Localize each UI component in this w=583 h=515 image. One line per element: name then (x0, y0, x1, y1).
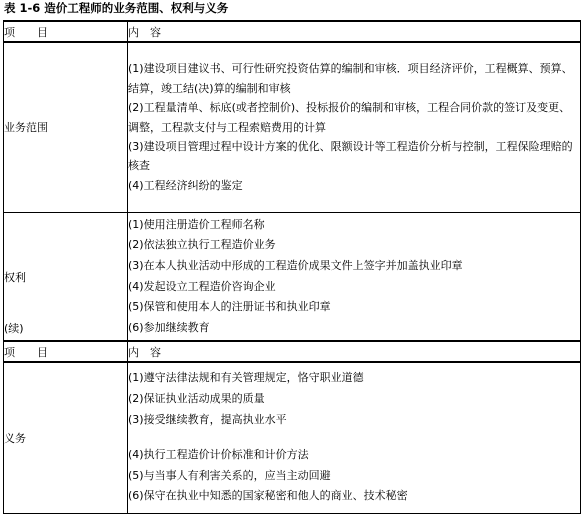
spacer (128, 430, 580, 445)
list-item: (4)执行工程造价计价标准和计价方法 (128, 448, 309, 462)
list-item: (3)接受继续教育，提高执业水平 (128, 412, 287, 426)
header-item: 项 目 (4, 341, 128, 362)
list-item: (1)遵守法律法规和有关管理规定，恪守职业道德 (128, 371, 364, 385)
table-continued (3, 340, 581, 514)
row-content-rights (128, 212, 581, 341)
list-item: (2)依法独立执行工程造价业务 (128, 238, 276, 252)
table-row-scope (4, 42, 581, 212)
row-content-duties (128, 362, 581, 513)
table-main (3, 20, 581, 342)
list-item: (5)保管和使用本人的注册证书和执业印章 (128, 300, 331, 314)
list-item: (1)建设项目建议书、可行性研究投资估算的编制和审核．项目经济评价，工程概算、预算、结算，竣工结(决)算的编制和审核 (128, 62, 573, 95)
row-content-scope (128, 42, 581, 212)
row-label-duties: 义务 (4, 362, 128, 513)
list-item: (4)工程经济纠纷的鉴定 (128, 178, 243, 192)
list-item: (3)建设项目管理过程中设计方案的优化、限额设计等工程造价分析与控制，工程保险理赔的核查 (128, 139, 573, 173)
header-content: 内 容 (128, 341, 581, 362)
continued-label: (续) (4, 322, 24, 335)
table-header-row (4, 21, 581, 42)
list-item: (3)在本人执业活动中形成的工程造价成果文件上签字并加盖执业印章 (128, 258, 463, 272)
list-item: (2)工程量清单、标底(或者控制价)、投标报价的编制和审核，工程合同价款的签订及变更、调整，工程款支付与工程索赔费用的计算 (128, 101, 571, 134)
table-header-row (4, 341, 581, 362)
row-label-rights: 权利 (4, 212, 128, 341)
table-row-rights (4, 212, 581, 341)
header-item: 项 目 (4, 21, 128, 42)
row-label-scope: 业务范围 (4, 42, 128, 212)
list-item: (6)参加继续教育 (128, 320, 210, 334)
list-item: (6)保守在执业中知悉的国家秘密和他人的商业、技术秘密 (128, 489, 408, 503)
list-item: (5)与当事人有利害关系的，应当主动回避 (128, 468, 331, 482)
header-content: 内 容 (128, 21, 581, 42)
table-row-duties (4, 362, 581, 513)
table-title: 表 1-6 造价工程师的业务范围、权利与义务 (4, 1, 229, 15)
list-item: (2)保证执业活动成果的质量 (128, 392, 265, 406)
list-item: (1)使用注册造价工程师名称 (128, 217, 265, 231)
list-item: (4)发起设立工程造价咨询企业 (128, 279, 276, 293)
